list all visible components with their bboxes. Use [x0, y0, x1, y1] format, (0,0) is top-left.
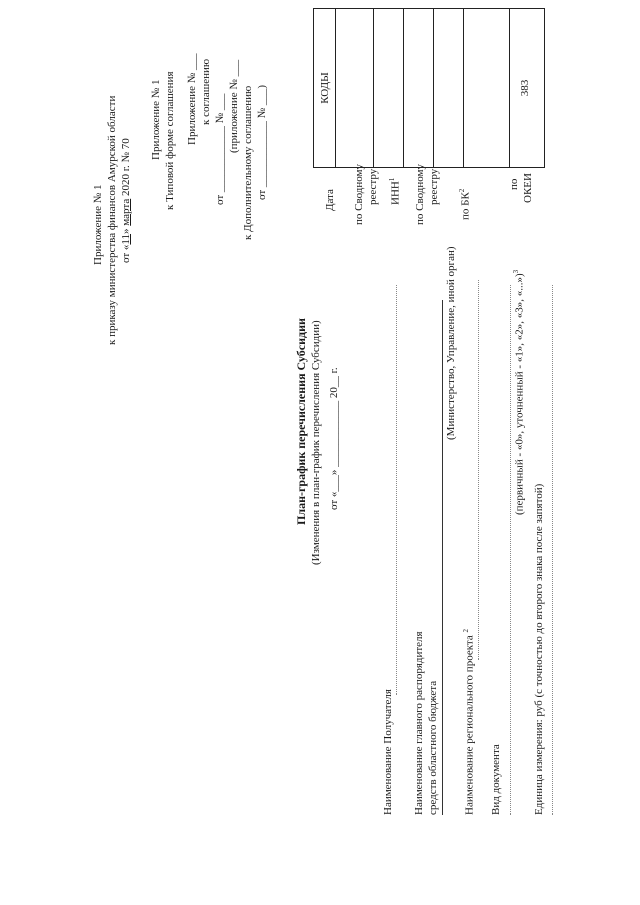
registry-side-label-1b: реестру: [367, 168, 379, 205]
unit-label: Единица измерения: руб (с точностью до второго знака после запятой): [533, 483, 545, 815]
registry-side-label-2a: по Сводному: [414, 163, 426, 225]
doc-type-line: [510, 285, 511, 815]
supplement-appendix-no: (приложение № ___: [228, 59, 240, 153]
page-title: План-график перечисления Субсидии: [294, 318, 308, 525]
date-side-label: Дата: [324, 189, 336, 211]
appendix-order-date: от «11» марта 2020 г. № 70: [120, 138, 132, 263]
ministry-note: (Министерство, Управление, иной орган): [445, 246, 457, 440]
supplement-agreement-ref: к Дополнительному соглашению: [242, 85, 254, 240]
recipient-label: Наименование Получателя: [382, 689, 394, 815]
regional-project-line: [478, 280, 479, 660]
unit-line: [552, 285, 553, 815]
agreement-date-no: от ____________ № ___: [214, 93, 226, 205]
bk-side-label: по $БК^2$: [458, 188, 472, 220]
main-manager-line: [442, 300, 443, 815]
agreement-appendix-no: Приложение № ___: [186, 53, 198, 145]
agreement-form-ref: к Типовой форме соглашения: [164, 71, 176, 210]
recipient-line: [396, 285, 397, 695]
title-date-line: от «___» ____________ 20__ г.: [328, 367, 340, 510]
main-manager-label-2: средств областного бюджета: [427, 680, 439, 815]
doc-type-note: (первичный - «0», уточненный - «1», «2», «3», «...»)$^3$: [512, 269, 526, 515]
doc-type-label: Вид документа: [490, 744, 502, 815]
appendix-order-ref: к приказу министерства финансов Амурской области: [106, 95, 118, 345]
registry-side-label-2b: реестру: [428, 168, 440, 205]
regional-project-label: Наименование регионального проекта $^2$: [462, 629, 476, 815]
agreement-appendix-title: Приложение № 1: [150, 79, 162, 160]
okei-side-label-a: по: [508, 178, 520, 190]
codes-cell-registry-2: [434, 9, 464, 167]
codes-cell-registry-1: [374, 9, 404, 167]
codes-header: КОДЫ: [314, 9, 336, 167]
codes-cell-inn: [404, 9, 434, 167]
codes-table: [313, 8, 545, 168]
inn-side-label: ИНН$^1$: [388, 177, 402, 205]
okei-side-label-b: ОКЕИ: [522, 173, 534, 203]
page-subtitle: (Изменения в план-график перечисления Субсидии): [310, 320, 322, 565]
appendix-title: Приложение № 1: [92, 184, 104, 265]
codes-cell-bk: [464, 9, 510, 167]
supplement-date-no: от ____________ № ___): [256, 84, 268, 200]
codes-cell-okei: 383: [519, 79, 531, 97]
codes-cell-date: [336, 9, 374, 167]
agreement-ref: к соглашению: [200, 58, 212, 125]
registry-side-label-1a: по Сводному: [353, 163, 365, 225]
main-manager-label-1: Наименование главного распорядителя: [413, 631, 425, 815]
